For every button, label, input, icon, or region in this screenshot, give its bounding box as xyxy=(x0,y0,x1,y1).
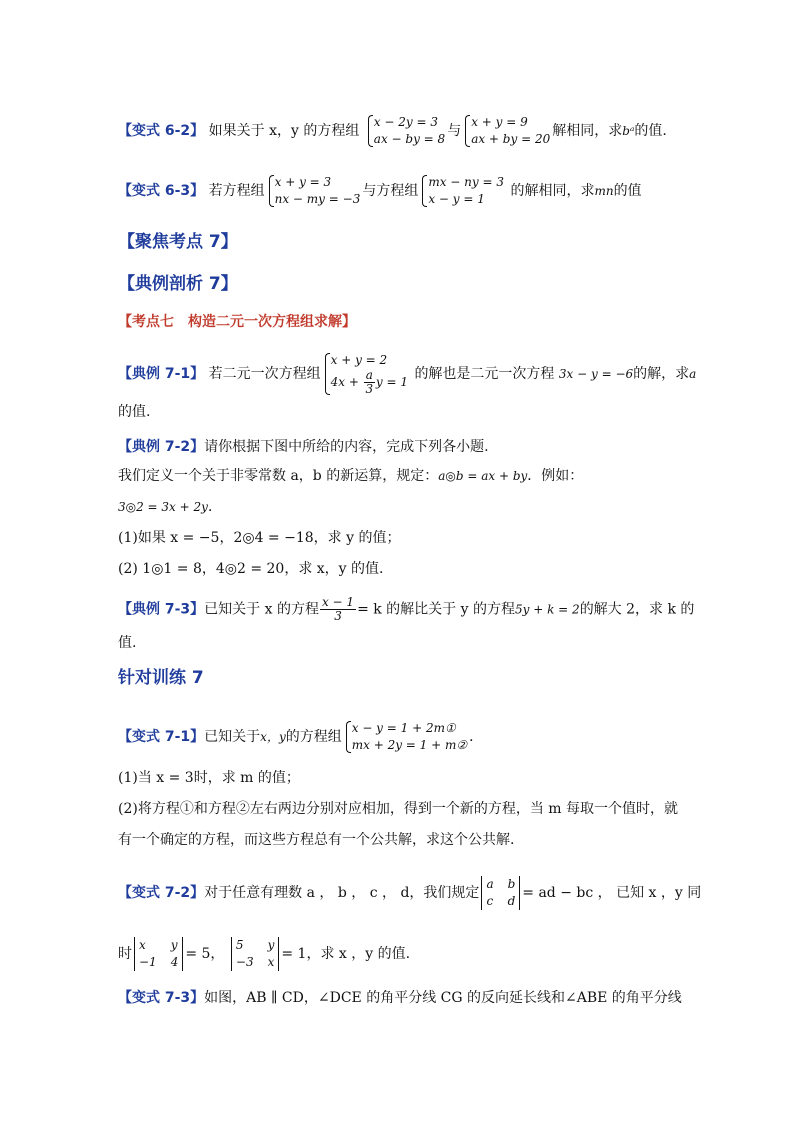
v72-determinant-1 xyxy=(134,937,183,971)
v72-det1-c: −1 xyxy=(139,955,157,969)
d71-frac-num: a xyxy=(365,368,373,382)
v63-expr: mn xyxy=(594,184,614,198)
v71-q2b: 有一个确定的方程，而这些方程总有一个公共解，求这个公共解. xyxy=(118,832,515,848)
d71-tag: 【典例 7-1】 xyxy=(118,366,205,382)
d71-text-2: 的解也是二元一次方程 xyxy=(414,366,555,382)
v72-text-2: = ad − bc ， 已知 x ，y 同 xyxy=(522,885,702,901)
v72-det-d: d xyxy=(507,894,516,908)
v63-text-4: 的值 xyxy=(613,183,642,199)
v71-sys-eq1: x − y = 1 + 2m① xyxy=(351,721,456,735)
d73-text-1: 已知关于 x 的方程 xyxy=(204,601,319,618)
v63-system-2 xyxy=(420,174,504,208)
v73-line xyxy=(118,988,682,1008)
d73-eq: 5y + k = 2 xyxy=(515,602,580,617)
d72-def: a◎b = ax + by xyxy=(438,469,528,483)
v62-sys2-eq1: x + y = 9 xyxy=(471,115,528,129)
v71-sys-eq2: mx + 2y = 1 + m② xyxy=(351,738,468,752)
d71-var: a xyxy=(689,367,697,381)
v63-sys1-eq1: x + y = 3 xyxy=(274,175,332,189)
v72-det2-b: y xyxy=(267,938,275,952)
d71-system xyxy=(323,352,408,396)
v72-det1-a: x xyxy=(139,938,146,952)
focus-heading: 【聚焦考点 7】 xyxy=(118,232,238,252)
d71-text-4: 的值. xyxy=(118,404,151,420)
analysis-heading: 【典例剖析 7】 xyxy=(118,274,238,294)
d72-example: 3◎2 = 3x + 2y xyxy=(118,500,208,514)
d71-sys-eq2-part2: y = 1 xyxy=(375,375,408,389)
v62-system-1 xyxy=(366,114,445,148)
d73-line xyxy=(118,596,694,623)
v72-det-a: a xyxy=(486,877,494,891)
v72-det1-d: 4 xyxy=(170,955,179,969)
d71-eq: 3x − y = −6 xyxy=(558,367,634,381)
d71-frac-den: 3 xyxy=(365,382,374,396)
v63-line xyxy=(118,174,642,208)
v73-tag: 【变式 7-3】 xyxy=(118,990,205,1006)
d72-example-end: ． xyxy=(207,499,222,515)
v72-tag: 【变式 7-2】 xyxy=(118,885,205,901)
v62-sys1-eq2: ax − by = 8 xyxy=(373,132,446,146)
v63-text-1: 若方程组 xyxy=(208,183,265,199)
train-heading: 针对训练 7 xyxy=(118,668,204,688)
v71-tag: 【变式 7-1】 xyxy=(118,729,205,745)
d72-line-3 xyxy=(118,497,222,517)
d71-sys-eq2 xyxy=(331,369,408,396)
d73-frac-den: 3 xyxy=(334,609,342,623)
d73-frac-num: x − 1 xyxy=(321,595,355,609)
d71-text-3: 的解，求 xyxy=(633,366,690,382)
v62-sys2-eq2: ax + by = 20 xyxy=(471,132,551,146)
v62-text-3: 解相同，求 xyxy=(552,123,623,139)
v63-sys1-eq2: nx − my = −3 xyxy=(274,192,361,206)
kaodian-heading: 【考点七 构造二元一次方程组求解】 xyxy=(118,314,356,330)
d73-tag: 【典例 7-3】 xyxy=(118,601,205,618)
d73-text-3: 的解大 2，求 k 的 xyxy=(579,601,695,618)
d72-q2: (2) 1◎1 = 8，4◎2 = 20，求 x，y 的值. xyxy=(118,561,384,577)
d72-line-2 xyxy=(118,466,583,486)
v63-tag: 【变式 6-3】 xyxy=(118,183,205,199)
v72-det-c: c xyxy=(486,894,494,908)
v63-text-3: 的解相同，求 xyxy=(510,183,595,199)
v72-text-5: = 1，求 x ，y 的值. xyxy=(281,946,411,962)
d72-text-2b: ．例如： xyxy=(527,468,584,484)
d71-sys-eq1: x + y = 2 xyxy=(330,353,388,367)
v63-sys2-eq2: x − y = 1 xyxy=(428,192,485,206)
v72-det2-c: −3 xyxy=(235,955,254,969)
v73-text-1: 如图，AB ∥ CD，∠DCE 的角平分线 CG 的反向延长线和∠ABE 的角平分线 xyxy=(204,990,682,1006)
v62-tag: 【变式 6-2】 xyxy=(118,123,205,139)
d73-fraction xyxy=(320,596,356,623)
v71-q2a: (2)将方程①和方程②左右两边分别对应相加，得到一个新的方程，当 m 每取一个值时，就 xyxy=(118,801,679,817)
v62-sys1-eq1: x − 2y = 3 xyxy=(373,115,438,129)
d72-line-1 xyxy=(118,437,489,457)
v71-vars: x，y xyxy=(260,730,286,744)
v62-expr: bᵃ xyxy=(622,124,635,138)
v72-det2-d: x xyxy=(267,955,275,969)
v72-det2-a: 5 xyxy=(235,938,244,952)
v71-q1: (1)当 x = 3时，求 m 的值； xyxy=(118,770,300,786)
v62-text-1: 如果关于 x，y 的方程组 xyxy=(208,123,360,139)
d73-text-4: 值. xyxy=(118,635,137,651)
v72-text-4: = 5， xyxy=(185,946,225,962)
d73-text-2: = k 的解比关于 y 的方程 xyxy=(357,601,515,618)
d72-tag: 【典例 7-2】 xyxy=(118,439,205,455)
d71-text-1: 若二元一次方程组 xyxy=(208,366,321,382)
v72-text-3: 时 xyxy=(118,946,132,962)
v63-system-1 xyxy=(267,174,361,208)
v71-line xyxy=(118,720,483,754)
v71-text-1: 已知关于 xyxy=(204,729,261,745)
v63-sys2-eq1: mx − ny = 3 xyxy=(428,175,504,189)
v72-det-b: b xyxy=(507,877,516,891)
v62-system-2 xyxy=(463,114,550,148)
v72-line-2 xyxy=(118,937,410,971)
v63-text-2: 与方程组 xyxy=(362,183,419,199)
d71-line xyxy=(118,352,696,396)
v62-line xyxy=(118,114,667,148)
v71-system xyxy=(344,720,467,754)
d72-text-1: 请你根据下图中所给的内容，完成下列各小题. xyxy=(204,439,489,455)
d71-sys-eq2-part1: 4x + xyxy=(330,375,363,389)
v71-text-3: ． xyxy=(469,729,484,745)
v72-det1-b: y xyxy=(170,938,178,952)
v72-line-1 xyxy=(118,876,701,910)
d72-text-2a: 我们定义一个关于非零常数 a，b 的新运算，规定： xyxy=(118,468,439,484)
v72-text-1: 对于任意有理数 a ， b ， c ， d，我们规定 xyxy=(204,885,480,901)
v71-text-2: 的方程组 xyxy=(285,729,342,745)
v62-text-2: 与 xyxy=(447,123,462,139)
v72-determinant-2 xyxy=(231,937,279,971)
d72-q1: (1)如果 x = −5，2◎4 = −18，求 y 的值； xyxy=(118,530,401,546)
v62-text-4: 的值. xyxy=(634,123,667,139)
d71-fraction xyxy=(364,369,375,396)
v72-determinant xyxy=(481,876,520,910)
